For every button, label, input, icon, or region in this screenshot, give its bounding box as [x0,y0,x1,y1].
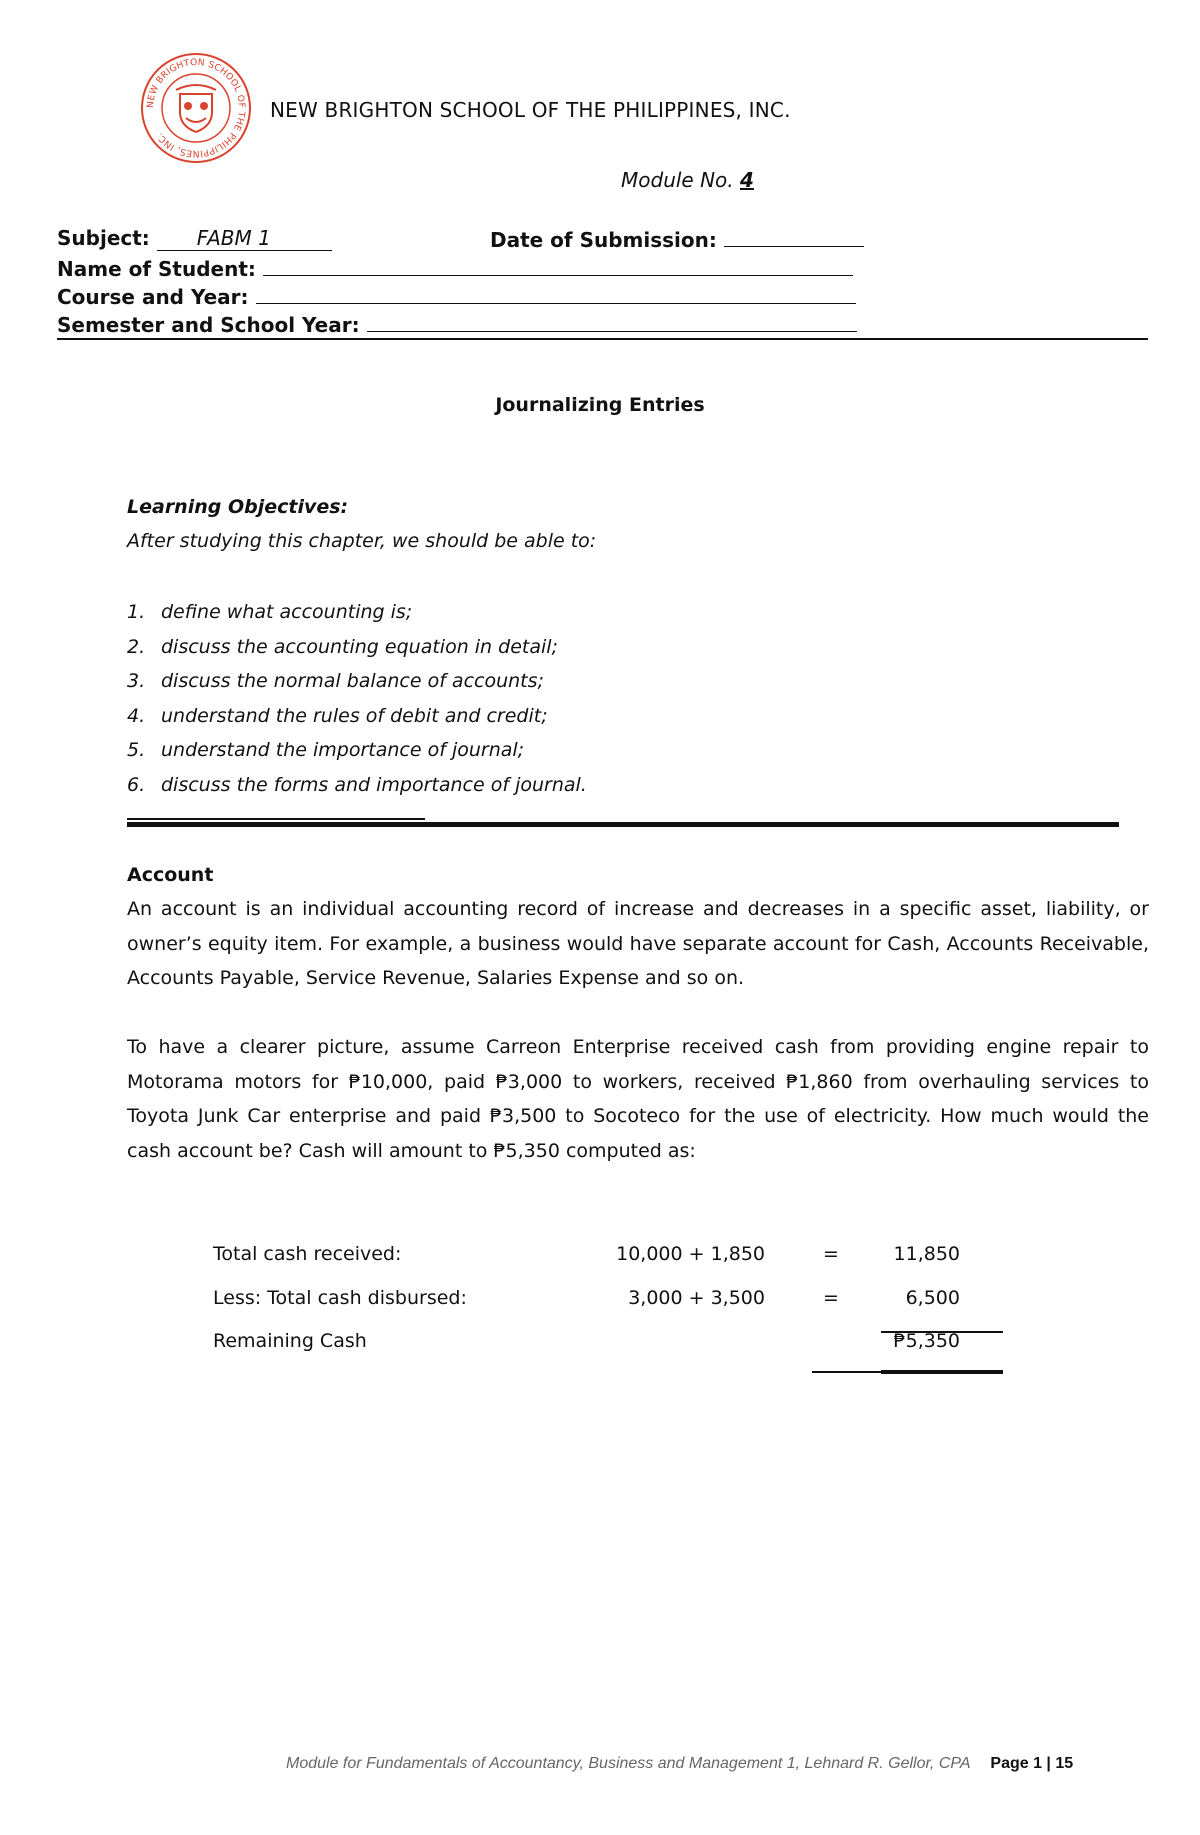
name-of-student-field[interactable] [263,255,853,276]
row-calculation: 3,000 + 3,500 [628,1287,765,1309]
semester-school-year-field[interactable] [367,311,857,332]
footer-text: Module for Fundamentals of Accountancy, Business and Management 1, Lehnard R. Gellor, CPA [286,1755,970,1772]
date-row [490,226,864,252]
row-value: 6,500 [905,1287,960,1309]
account-paragraph-2: To have a clearer picture, assume Carreon Enterprise received cash from providing engine repair to Motorama motors for ₱10,000, paid ₱3,000 to workers, received ₱1,860 from overhauling services to Toyota Junk Car enterprise and paid ₱3,500 to Socoteco for the use of electricity. How much would the cash account be? Cash will amount to ₱5,350 computed as: [127,1036,1149,1162]
list-item: 4. understand the rules of debit and credit; [127,704,548,727]
date-of-submission-field[interactable] [724,226,864,247]
name-row [57,255,853,281]
account-heading: Account [127,864,214,886]
total-underline-thick [881,1370,1003,1374]
module-label: Module No. [621,168,734,192]
name-of-student-label: Name of Student: [57,257,256,281]
semester-row [57,311,857,337]
equals-sign: = [823,1287,839,1309]
row-label: Remaining Cash [213,1330,367,1352]
module-number: 4 [740,168,754,192]
section-divider-thin [127,818,425,820]
course-and-year-label: Course and Year: [57,285,249,309]
school-seal-logo [140,52,252,164]
date-of-submission-label: Date of Submission: [490,228,717,252]
course-row [57,283,856,309]
row-label: Total cash received: [213,1243,402,1265]
list-item: 5. understand the importance of journal; [127,739,525,761]
learning-objectives-heading: Learning Objectives: [127,496,349,518]
module-heading [621,168,754,192]
semester-school-year-label: Semester and School Year: [57,313,360,337]
learning-objectives-list [127,595,587,802]
subject-row [57,226,332,251]
account-paragraph-1: An account is an individual accounting record of increase and decreases in a specific asset, liability, or owner’s equity item. For example, a business would have separate account for Cash, Accounts Receivable, Accounts Payable, Service Revenue, Salaries Expense and so on. [127,898,1149,989]
seal-ring-text: NEW BRIGHTON SCHOOL OF THE PHILIPPINES, INC. [145,57,247,159]
list-item: 1. define what accounting is; [127,601,413,623]
page-number: Page 1 | 15 [990,1755,1074,1772]
subject-value: FABM 1 [157,226,332,251]
subject-label: Subject: [57,226,150,250]
header-divider [57,338,1148,340]
list-item: 3. discuss the normal balance of accounts; [127,670,544,692]
course-and-year-field[interactable] [256,283,856,304]
page-title: Journalizing Entries [495,394,705,416]
svg-text:NEW BRIGHTON SCHOOL OF THE PHI [146,58,246,158]
page-footer [286,1755,1073,1773]
equals-sign: = [823,1243,839,1265]
section-divider-thick [127,822,1119,827]
row-value: 11,850 [893,1243,960,1265]
row-value: ₱5,350 [893,1330,960,1352]
row-label: Less: Total cash disbursed: [213,1287,467,1309]
list-item: 6. discuss the forms and importance of journal. [127,773,587,796]
learning-objectives-intro: After studying this chapter, we should be able to: [127,530,597,552]
school-name: NEW BRIGHTON SCHOOL OF THE PHILIPPINES, INC. [270,98,791,122]
list-item: 2. discuss the accounting equation in detail; [127,635,558,658]
row-calculation: 10,000 + 1,850 [616,1243,765,1265]
